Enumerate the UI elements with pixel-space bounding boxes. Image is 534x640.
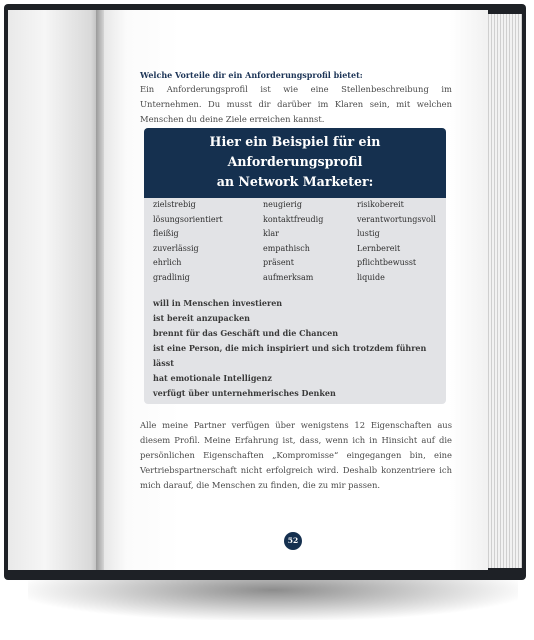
page-number-badge: 52 [284, 532, 302, 550]
statements-list [153, 296, 443, 401]
intro-paragraph: Ein Anforderungsprofil ist wie eine Stellenbeschreibung im Unternehmen. Du musst dir darüber im Klaren sein, mit welchen Menschen du deine Ziele erreichen kannst. [140, 84, 452, 124]
trait: zuverlässig [153, 243, 199, 253]
trait: präsent [263, 258, 294, 267]
box-title-line-2: an Network Marketer: [216, 174, 374, 189]
statement: hat emotionale Intelligenz [153, 373, 272, 383]
statement: brennt für das Geschäft und die Chancen [153, 328, 339, 338]
trait: risikobereit [357, 200, 404, 209]
trait: pflichtbewusst [357, 258, 417, 267]
trait: verantwortungsvoll [357, 214, 436, 224]
trait: liquide [357, 272, 385, 282]
trait: empathisch [263, 243, 310, 253]
box-title-line-1: Hier ein Beispiel für ein Anforderungsprofil [209, 134, 381, 169]
statement: will in Menschen investieren [153, 298, 283, 308]
statement: ist eine Person, die mich inspiriert und sich trotzdem führen lässt [153, 343, 427, 368]
trait: klar [263, 229, 279, 238]
left-page [8, 10, 100, 570]
traits-grid [153, 198, 443, 285]
trait: aufmerksam [263, 272, 314, 282]
trait: gradlinig [153, 272, 190, 282]
trait: kontaktfreudig [263, 214, 324, 224]
trait: Lernbereit [357, 243, 401, 253]
outro-paragraph: Alle meine Partner verfügen über wenigstens 12 Eigenschaften aus diesem Profil. Meine Erfahrung ist, dass, wenn ich in Hinsicht auf die persönlichen Eigenschaften „Kompromisse“ eingegangen bin, eine Vertriebspartnerschaft nicht erfolgreich wird. Deshalb konzentriere ich mich darauf, die Menschen zu finden, die zu mir passen. [140, 420, 452, 490]
profile-example-box [144, 128, 446, 404]
page-edges [486, 14, 522, 568]
trait: fleißig [153, 229, 179, 238]
section-heading: Welche Vorteile dir ein Anforderungsprofil bietet: [140, 70, 363, 80]
trait: lustig [357, 229, 380, 238]
trait: ehrlich [153, 258, 182, 267]
box-title [144, 128, 446, 198]
trait: lösungsorientiert [153, 214, 223, 224]
trait: neugierig [263, 200, 302, 209]
book-page [104, 10, 488, 570]
statement: verfügt über unternehmerisches Denken [153, 388, 336, 398]
statement: ist bereit anzupacken [153, 313, 250, 323]
trait: zielstrebig [153, 200, 196, 209]
